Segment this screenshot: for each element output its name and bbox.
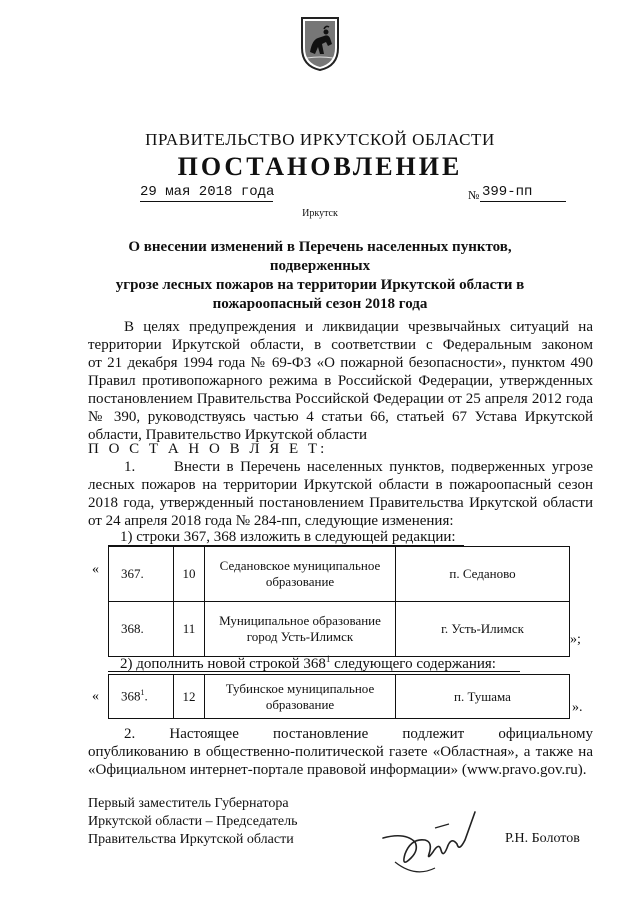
item-1-line: 1. Внести в Перечень населенных пунктов, подверженных угрозе — [124, 459, 593, 475]
title-line: угрозе лесных пожаров на территории Иркутской области в — [115, 277, 525, 293]
date-underline — [140, 201, 273, 202]
row-municipality: Тубинское муниципальное образование — [205, 675, 396, 719]
number-sign: № — [468, 188, 480, 202]
preamble-line: постановлением Правительства Российской Федерации от 25 апреля 2012 года — [88, 391, 593, 407]
table-2-open-quote: « — [92, 689, 99, 704]
document-date: 29 мая 2018 года — [140, 184, 275, 200]
position-line: Первый заместитель Губернатора — [88, 796, 289, 811]
item-2-line: опубликованию в общественно-политической газете «Областная», а также на — [88, 744, 593, 760]
item-2-line: «Официальном интернет-портале правовой информации» (www.pravo.gov.ru). — [88, 762, 587, 778]
table-row — [109, 602, 570, 657]
row-code: 12 — [174, 675, 205, 719]
title-line: пожароопасный сезон 2018 года — [212, 296, 428, 312]
row-number — [109, 675, 174, 719]
table-row — [109, 675, 570, 719]
row-code: 11 — [174, 602, 205, 657]
subitem-2-text-end: следующего содержания: — [330, 656, 496, 672]
signatory-position — [88, 795, 297, 849]
item-1-line: лесных пожаров на территории Иркутской области в пожароопасный сезон — [88, 477, 593, 493]
organization-name: ПРАВИТЕЛЬСТВО ИРКУТСКОЙ ОБЛАСТИ — [145, 130, 495, 149]
preamble-line: № 390, руководствуясь частью 4 статьи 66, статьей 67 Устава Иркутской — [88, 409, 593, 425]
title-line: О внесении изменений в Перечень населенных пунктов, подверженных — [128, 239, 512, 274]
position-line: Правительства Иркутской области — [88, 832, 294, 847]
row-number-value: 368 — [121, 688, 141, 704]
preamble-paragraph — [88, 318, 593, 444]
document-title — [80, 238, 560, 314]
item-1-line: 2018 года, утвержденный постановлением Правительства Иркутской области — [88, 495, 593, 511]
number-underline — [480, 201, 566, 202]
preamble-line: области, Правительство Иркутской области — [88, 427, 367, 443]
amendment-table-1 — [108, 546, 570, 657]
amendment-table-2 — [108, 674, 570, 719]
table-row — [109, 547, 570, 602]
item-1-paragraph — [88, 458, 593, 530]
row-settlement: г. Усть-Илимск — [396, 602, 570, 657]
row-number: 368. — [109, 602, 174, 657]
handwritten-signature — [375, 798, 485, 883]
table-2-close-quote: ». — [572, 700, 583, 715]
item-1-line: от 24 апреля 2018 года № 284-пп, следующие изменения: — [88, 513, 454, 529]
subitem-2-superscript: 1 — [325, 654, 331, 664]
city-name: Иркутск — [302, 208, 338, 219]
row-number-superscript: 1 — [140, 688, 145, 698]
document-type: ПОСТАНОВЛЕНИЕ — [177, 152, 463, 181]
position-line: Иркутской области – Председатель — [88, 814, 298, 829]
row-settlement: п. Тушама — [396, 675, 570, 719]
item-2-paragraph — [88, 725, 593, 779]
preamble-line: территории Иркутской области, в соответствии с Федеральным законом — [88, 337, 593, 353]
table-1-open-quote: « — [92, 562, 99, 577]
subitem-1: 1) строки 367, 368 изложить в следующей редакции: — [120, 529, 456, 545]
row-municipality: Муниципальное образование город Усть-Илимск — [205, 602, 396, 657]
document-number: 399-пп — [482, 184, 533, 200]
item-2-line: 2. Настоящее постановление подлежит официальному — [124, 726, 593, 742]
resolves-heading: П О С Т А Н О В Л Я Е Т: — [88, 441, 328, 457]
subitem-2-underline — [108, 671, 520, 672]
row-settlement: п. Седаново — [396, 547, 570, 602]
subitem-2-text: 2) дополнить новой строкой 368 — [120, 656, 326, 672]
signatory-name: Р.Н. Болотов — [505, 831, 580, 846]
table-1-close-quote: »; — [570, 632, 581, 647]
preamble-line: от 21 декабря 1994 года № 69-ФЗ «О пожарной безопасности», пунктом 490 — [88, 355, 593, 371]
preamble-line: В целях предупреждения и ликвидации чрезвычайных ситуаций на — [124, 319, 593, 335]
row-number-suffix: . — [144, 688, 148, 704]
row-code: 10 — [174, 547, 205, 602]
preamble-line: Правил противопожарного режима в Российской Федерации, утвержденных — [88, 373, 593, 389]
row-municipality: Седановское муниципальное образование — [205, 547, 396, 602]
irkutsk-coat-of-arms-icon — [298, 14, 342, 72]
row-number: 367. — [109, 547, 174, 602]
